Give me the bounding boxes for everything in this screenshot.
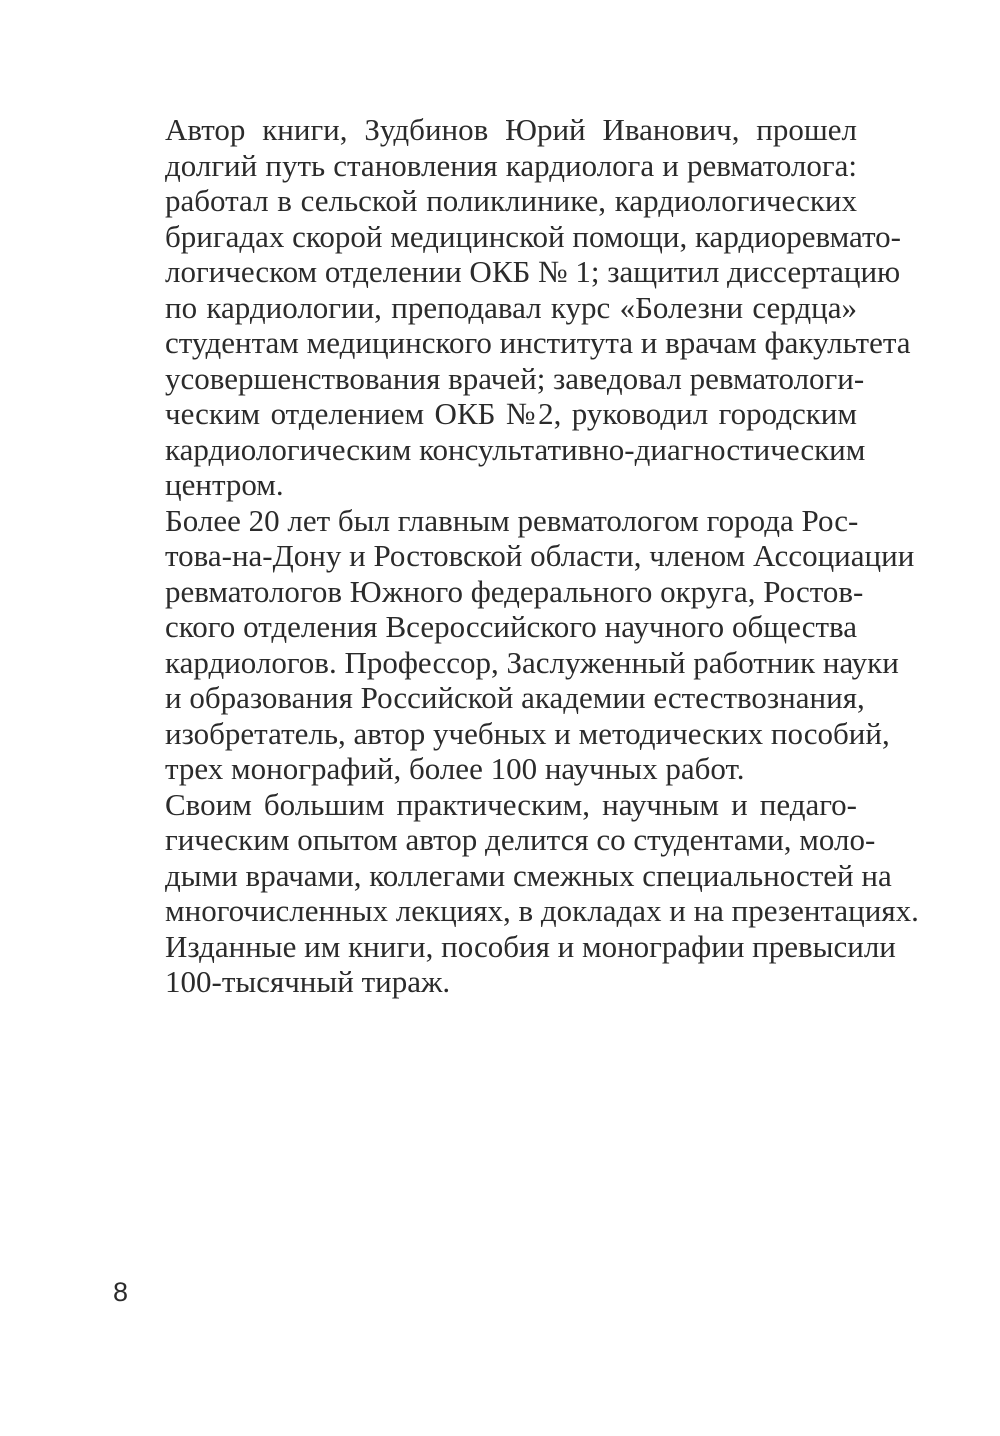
text-line: Изданные им книги, пособия и монографии превысили — [165, 928, 896, 964]
body-text — [113, 112, 919, 1000]
text-line: по кардиологии, преподавал курс «Болезни сердца» — [165, 289, 857, 325]
paragraph-2 — [113, 502, 915, 787]
text-line: дыми врачами, коллегами смежных специальностей на — [165, 857, 892, 893]
text-line: студентам медицинского института и врачам факультета — [165, 325, 911, 360]
text-line: това-на-Дону и Ростовской области, членом Ассоциации — [165, 538, 915, 573]
text-line: ского отделения Всероссийского научного общества — [165, 609, 857, 644]
text-line: усовершенствования врачей; заведовал ревматологи- — [165, 360, 865, 396]
text-line: трех монографий, более 100 научных работ. — [165, 751, 745, 786]
text-line: кардиологов. Профессор, Заслуженный работник науки — [165, 644, 899, 680]
text-line: многочисленных лекциях, в докладах и на презентациях. — [165, 893, 919, 928]
page-number: 8 — [113, 1277, 129, 1307]
text-line: работал в сельской поликлинике, кардиологических — [165, 183, 857, 218]
paragraph-3 — [113, 786, 919, 1000]
text-line: кардиологическим консультативно-диагностическим — [165, 431, 866, 467]
text-line: Автор книги, Зудбинов Юрий Иванович, прошел — [165, 112, 857, 147]
paragraph-1 — [113, 112, 911, 503]
text-line: и образования Российской академии естествознания, — [165, 680, 865, 715]
text-line: ческим отделением ОКБ №2, руководил городским — [165, 396, 857, 431]
text-line: изобретатель, автор учебных и методических пособий, — [165, 715, 890, 751]
text-line: логическом отделении ОКБ № 1; защитил диссертацию — [165, 254, 901, 289]
text-line: 100-тысячный тираж. — [165, 964, 451, 999]
text-line: бригадах скорой медицинской помощи, кардиоревмато- — [165, 218, 901, 254]
text-line: ревматологов Южного федерального округа, Ростов- — [165, 573, 864, 609]
text-line: гическим опытом автор делится со студентами, моло- — [165, 822, 876, 857]
text-line: Более 20 лет был главным ревматологом города Рос- — [165, 502, 859, 538]
text-line: Своим большим практическим, научным и педаго- — [165, 786, 857, 822]
text-line: центром. — [165, 467, 284, 502]
text-line: долгий путь становления кардиолога и ревматолога: — [165, 147, 857, 183]
